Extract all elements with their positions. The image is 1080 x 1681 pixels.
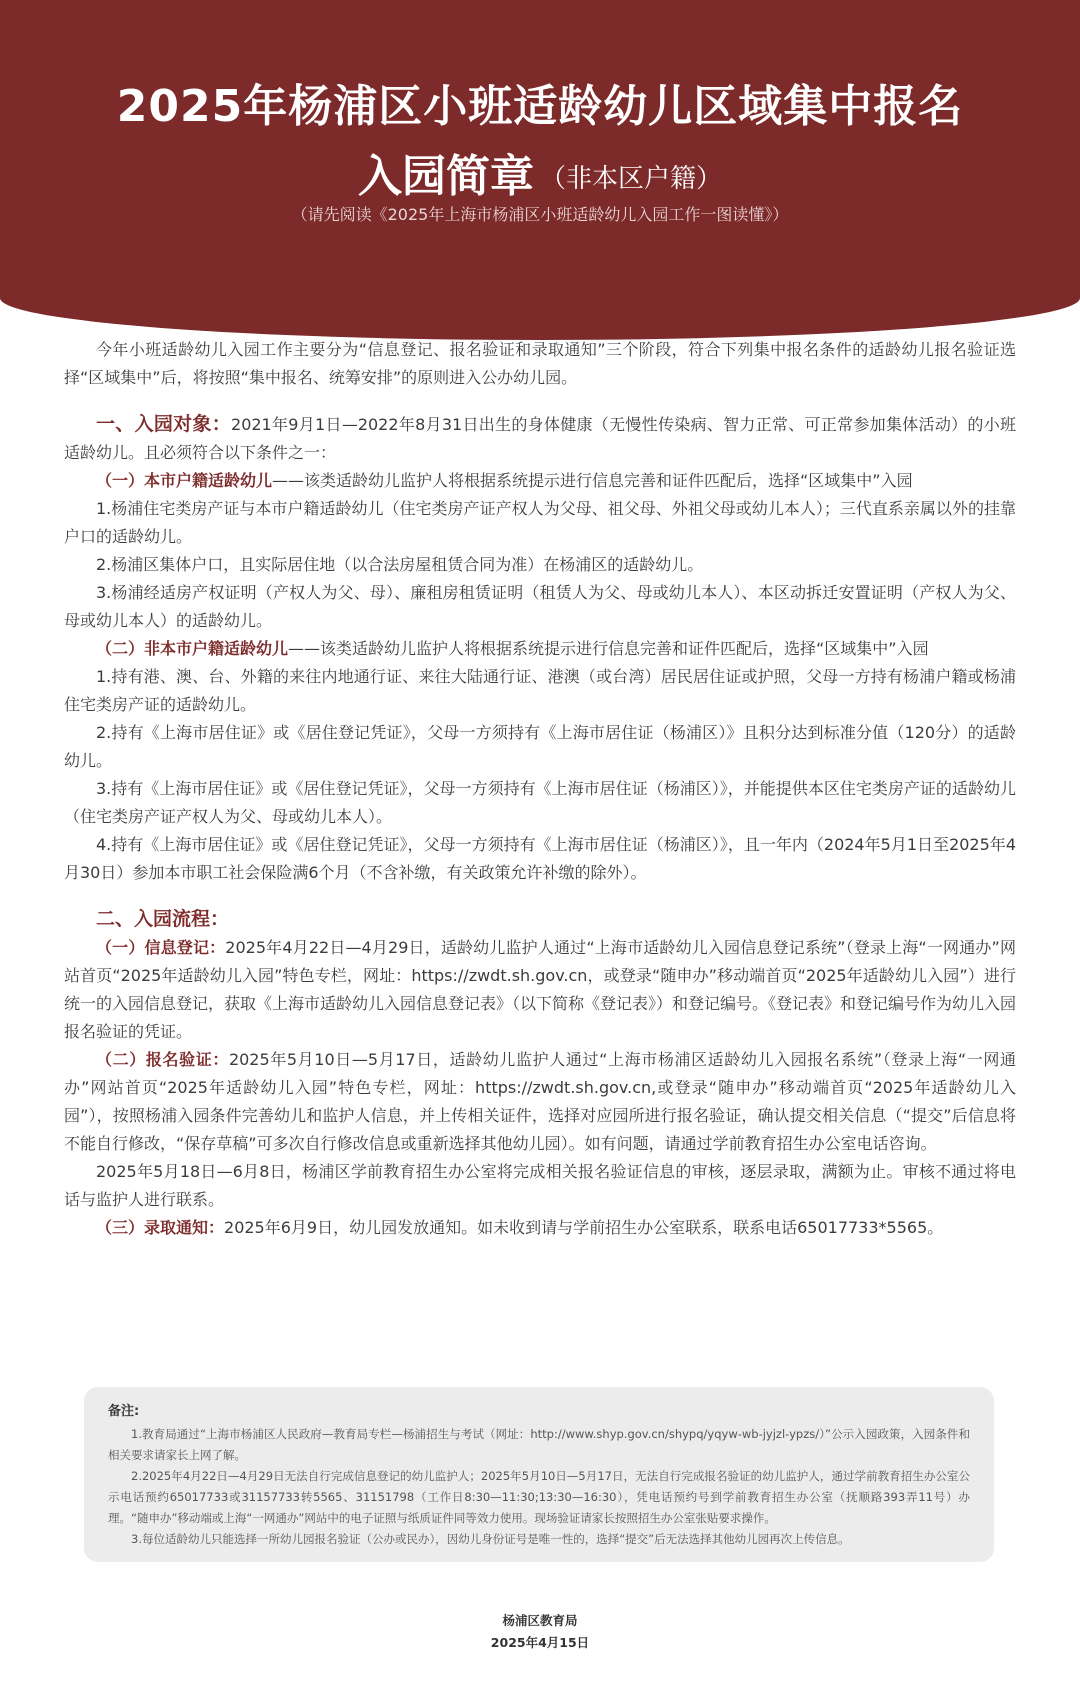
title-main: 入园简章 [357, 151, 534, 202]
intro-paragraph: 今年小班适龄幼儿入园工作主要分为“信息登记、报名验证和录取通知”三个阶段，符合下列集中报名条件的适龄幼儿报名验证选择“区域集中”后，将按照“集中报名、统筹安排”的原则进入公办幼儿园。 [64, 340, 1016, 387]
note-item: 2.2025年4月22日—4月29日无法自行完成信息登记的幼儿监护人；2025年5月10日—5月17日，无法自行完成报名验证的幼儿监护人，通过学前教育招生办公室公示电话预约65017733或31157733转5565、31151798（工作日8:30—11:30;13:30—16:30），凭电话预约号到学前教育招生办公室（抚顺路393弄11号）办理。“随申办”移动端或上海“一网通办”网站中的电子证照与纸质证件同等效力使用。现场验证请家长按照招生办公室张贴要求操作。 [108, 1469, 970, 1525]
section1-lead [64, 410, 1016, 467]
sub2-text: ——该类适龄幼儿监护人将根据系统提示进行信息完善和证件匹配后，选择“区域集中”入园 [288, 639, 929, 658]
sub1-text: ——该类适龄幼儿监护人将根据系统提示进行信息完善和证件匹配后，选择“区域集中”入园 [272, 471, 913, 490]
step3-text: 2025年6月9日，幼儿园发放通知。如未收到请与学前招生办公室联系，联系电话65017733*5565。 [224, 1218, 944, 1237]
step2-text: 2025年5月10日—5月17日，适龄幼儿监护人通过“上海市杨浦区适龄幼儿入园报名系统”（登录上海“一网通办”网站首页“2025年适龄幼儿入园”特色专栏，网址：https://zwdt.sh.gov.cn,或登录“随申办”移动端首页“2025年适龄幼儿入园”），按照杨浦入园条件完善幼儿和监护人信息，并上传相关证件，选择对应园所进行报名验证，确认提交相关信息（“提交”后信息将不能自行修改，“保存草稿”可多次自行修改信息或重新选择其他幼儿园）。如有问题，请通过学前教育招生办公室电话咨询。 [64, 1050, 1016, 1153]
footer-date: 2025年4月15日 [490, 1635, 590, 1650]
title-subtitle: （非本区户籍） [539, 164, 722, 194]
list-item: 1.持有港、澳、台、外籍的来往内地通行证、来往大陆通行证、港澳（或台湾）居民居住证或护照，父母一方持有杨浦户籍或杨浦住宅类房产证的适龄幼儿。 [64, 667, 1016, 714]
list-item: 2.杨浦区集体户口，且实际居住地（以合法房屋租赁合同为准）在杨浦区的适龄幼儿。 [96, 555, 704, 574]
page-title: 2025年杨浦区小班适龄幼儿区域集中报名 [116, 81, 964, 132]
page-title-line2 [0, 140, 1080, 204]
section2-heading-line [64, 905, 1016, 934]
footer [0, 1610, 1080, 1654]
note-item: 3.每位适龄幼儿只能选择一所幼儿园报名验证（公办或民办），因幼儿身份证号是唯一性的，选择“提交”后无法选择其他幼儿园再次上传信息。 [131, 1532, 850, 1546]
notes-title: 备注: [108, 1404, 140, 1419]
step3-paragraph [64, 1214, 1016, 1242]
reading-note: （请先阅读《2025年上海市杨浦区小班适龄幼儿入园工作一图读懂》） [291, 205, 789, 224]
step1-heading: （一）信息登记： [96, 938, 226, 957]
sub2-heading: （二）非本市户籍适龄幼儿 [96, 639, 289, 658]
section1-lead-text: 2021年9月1日—2022年8月31日出生的身体健康（无慢性传染病、智力正常、可正常参加集体活动）的小班适龄幼儿。且必须符合以下条件之一： [64, 415, 1016, 462]
header-banner [0, 0, 1080, 340]
list-item: 3.杨浦经适房产权证明（产权人为父、母）、廉租房租赁证明（租赁人为父、母或幼儿本人）、本区动拆迁安置证明（产权人为父、母或幼儿本人）的适龄幼儿。 [64, 583, 1016, 630]
sub1-heading: （一）本市户籍适龄幼儿 [96, 471, 273, 490]
step2-heading: （二）报名验证： [96, 1050, 229, 1069]
section2-heading: 二、入园流程： [96, 908, 230, 930]
sub1-paragraph [64, 467, 1016, 495]
list-item: 3.持有《上海市居住证》或《居住登记凭证》，父母一方须持有《上海市居住证（杨浦区）》，并能提供本区住宅类房产证的适龄幼儿（住宅类房产证产权人为父、母或幼儿本人）。 [64, 779, 1016, 826]
sub2-paragraph [64, 635, 1016, 663]
document-body [64, 336, 1016, 1242]
step2-paragraph [64, 1046, 1016, 1158]
step1-paragraph [64, 934, 1016, 1046]
step3-heading: （三）录取通知： [96, 1218, 225, 1237]
list-item: 1.杨浦住宅类房产证与本市户籍适龄幼儿（住宅类房产证产权人为父母、祖父母、外祖父母或幼儿本人）；三代直系亲属以外的挂靠户口的适龄幼儿。 [64, 499, 1016, 546]
review-paragraph: 2025年5月18日—6月8日，杨浦区学前教育招生办公室将完成相关报名验证信息的审核，逐层录取，满额为止。审核不通过将电话与监护人进行联系。 [64, 1162, 1016, 1209]
list-item: 2.持有《上海市居住证》或《居住登记凭证》，父母一方须持有《上海市居住证（杨浦区）》且积分达到标准分值（120分）的适龄幼儿。 [64, 723, 1016, 770]
note-item: 1.教育局通过“上海市杨浦区人民政府—教育局专栏—杨浦招生与考试（网址：http://www.shyp.gov.cn/shypq/yqyw-wb-jyjzl-ypzs/）”公示入园政策，入园条件和相关要求请家长上网了解。 [108, 1427, 970, 1462]
list-item: 4.持有《上海市居住证》或《居住登记凭证》，父母一方须持有《上海市居住证（杨浦区）》，且一年内（2024年5月1日至2025年4月30日）参加本市职工社会保险满6个月（不含补缴，有关政策允许补缴的除外）。 [64, 835, 1016, 882]
notes-box [84, 1387, 994, 1562]
section1-heading: 一、入园对象： [96, 413, 232, 435]
step1-text: 2025年4月22日—4月29日，适龄幼儿监护人通过“上海市适龄幼儿入园信息登记系统”（登录上海“一网通办”网站首页“2025年适龄幼儿入园”特色专栏，网址：https://zwdt.sh.gov.cn，或登录“随申办”移动端首页“2025年适龄幼儿入园”）进行统一的入园信息登记，获取《上海市适龄幼儿入园信息登记表》（以下简称《登记表》）和登记编号。《登记表》和登记编号作为幼儿入园报名验证的凭证。 [64, 938, 1017, 1041]
footer-org: 杨浦区教育局 [502, 1613, 578, 1628]
